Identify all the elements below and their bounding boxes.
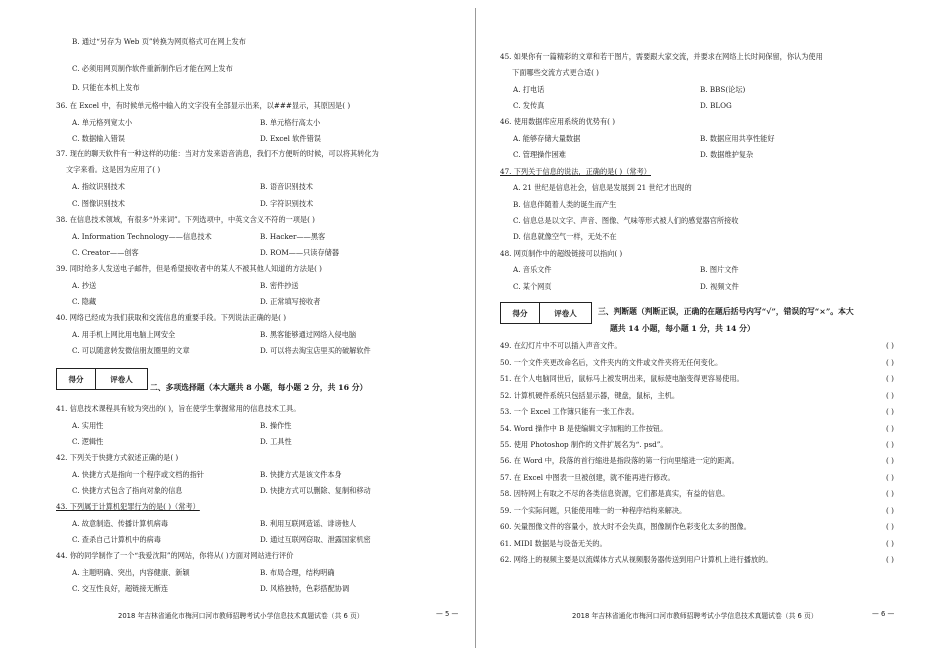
- question-text: 45. 如果你有一篇精彩的文章和若干图片，需要跟大家交流，并要求在网络上长时间保留，你认为使用: [500, 52, 823, 61]
- answer-option: A. 打电话: [513, 85, 545, 94]
- footer-title-right: 2018 年吉林省通化市梅河口河市教师招聘考试小学信息技术真题试卷（共 6 页）: [572, 612, 818, 620]
- answer-option: D. 数据维护复杂: [700, 150, 754, 159]
- question-text: 48. 网页制作中的超级链接可以指向( ): [500, 249, 623, 258]
- true-false-question: 62. 网络上的视频主要是以流媒体方式从视频服务器传送到用户计算机上进行播放的。: [500, 555, 773, 564]
- answer-option: B. Hacker——黑客: [260, 232, 326, 241]
- answer-option: C. 可以随意转发微信朋友圈里的文章: [72, 346, 190, 355]
- question-text: 文字来看。这是因为应用了( ): [66, 165, 161, 174]
- answer-blank: ( ): [886, 489, 894, 498]
- answer-blank: ( ): [886, 456, 894, 465]
- true-false-question: 61. MIDI 数据是与设备无关的。: [500, 539, 607, 548]
- section-title-true-false-cont: 题共 14 小题，每小题 1 分，共 14 分）: [610, 324, 755, 333]
- answer-option: A. 抄送: [72, 281, 97, 290]
- question-text: 44. 你的同学制作了一个“我爱沈阳”的网站，你将从( )方面对网站进行评价: [56, 551, 294, 560]
- true-false-question: 50. 一个文件夹更改命名后，文件夹内的文件或文件夹将无任何变化。: [500, 358, 723, 367]
- answer-option: C. 发传真: [513, 101, 545, 110]
- score-label: 得分: [57, 369, 96, 389]
- answer-option: B. 快捷方式是该文件本身: [260, 470, 342, 479]
- answer-option: B. 黑客能够通过网络入侵电脑: [260, 330, 357, 339]
- question-text: 40. 网络已经成为我们获取和交流信息的重要手段。下列说法正确的是( ): [56, 313, 287, 322]
- answer-option: C. 某个网页: [513, 282, 552, 291]
- answer-option: D. 视频文件: [700, 282, 739, 291]
- true-false-question: 51. 在个人电脑同世后，鼠标马上被发明出来，鼠标使电脑变得更容易使用。: [500, 374, 744, 383]
- answer-option: A. 用手机上网比用电脑上网安全: [72, 330, 176, 339]
- answer-blank: ( ): [886, 407, 894, 416]
- answer-blank: ( ): [886, 522, 894, 531]
- answer-blank: ( ): [886, 539, 894, 548]
- answer-blank: ( ): [886, 506, 894, 515]
- answer-blank: ( ): [886, 374, 894, 383]
- answer-blank: ( ): [886, 391, 894, 400]
- question-text: 36. 在 Excel 中，有时候单元格中输入的文字没有全部显示出来，以###显示，其原因是( ): [56, 101, 351, 110]
- answer-option: A. 音乐文件: [513, 265, 552, 274]
- answer-option: D. ROM——只读存储器: [260, 248, 340, 257]
- question-text: 43. 下列属于计算机犯罪行为的是( )（常考）: [56, 502, 200, 511]
- answer-option: B. 单元格行高太小: [260, 118, 321, 127]
- answer-option: B. 利用互联网造谣、诽谤他人: [260, 519, 357, 528]
- answer-option: B. 通过“另存为 Web 页”转换为网页格式可在网上发布: [72, 37, 246, 46]
- answer-option: A. 快捷方式是指向一个程序或文档的指针: [72, 470, 204, 479]
- score-box-right: [500, 302, 592, 324]
- question-text: 下面哪些交流方式更合适( ): [512, 68, 599, 77]
- answer-option: D. 快捷方式可以删除、复制和移动: [260, 486, 371, 495]
- question-text: 42. 下列关于快捷方式叙述正确的是( ): [56, 453, 179, 462]
- true-false-question: 49. 在幻灯片中不可以插入声音文件。: [500, 341, 622, 350]
- section-title-multiple-choice: 二、多项选择题（本大题共 8 小题，每小题 2 分，共 16 分）: [150, 383, 368, 392]
- answer-option: C. 信息总是以文字、声音、图像、气味等形式被人们的感觉器官所接收: [513, 216, 739, 225]
- true-false-question: 56. 在 Word 中，段落的首行缩进是指段落的第一行向里缩进一定的距离。: [500, 456, 739, 465]
- question-text: 37. 现在的聊天软件有一种这样的功能：当对方发来语音消息，我们不方便听的时候，可以将其转化为: [56, 149, 379, 158]
- answer-option: A. 故意制造、传播计算机病毒: [72, 519, 169, 528]
- answer-option: D. 信息就像空气一样，无处不在: [513, 232, 617, 241]
- answer-option: C. Creator——创客: [72, 248, 139, 257]
- answer-option: A. 实用性: [72, 421, 104, 430]
- answer-option: C. 管理操作困难: [513, 150, 566, 159]
- page-divider: [475, 8, 476, 648]
- answer-blank: ( ): [886, 440, 894, 449]
- answer-option: C. 查杀自己计算机中的病毒: [72, 535, 161, 544]
- answer-blank: ( ): [886, 341, 894, 350]
- footer-page-left: — 5 —: [436, 610, 459, 618]
- grader-label: 评卷人: [110, 374, 133, 384]
- answer-option: A. 主题明确、突出，内容健康、新颖: [72, 568, 190, 577]
- true-false-question: 58. 因特网上有取之不尽的各类信息资源，它们都是真实，有益的信息。: [500, 489, 730, 498]
- question-text: 41. 信息技术课程具有较为突出的( )，旨在使学生掌握常用的信息技术工具。: [56, 404, 301, 413]
- true-false-question: 54. Word 操作中 B 是使编辑文字加粗的工作按钮。: [500, 424, 668, 433]
- footer-title-left: 2018 年吉林省通化市梅河口河市教师招聘考试小学信息技术真题试卷（共 6 页）: [118, 612, 364, 620]
- answer-option: A. Information Technology——信息技术: [72, 232, 212, 241]
- question-text: 38. 在信息技术领域，有很多“外来词”。下列选项中，中英文含义不符的一项是( ): [56, 215, 315, 224]
- score-box-left: [56, 368, 148, 390]
- true-false-question: 52. 计算机硬件系统只包括显示器，键盘，鼠标，主机。: [500, 391, 680, 400]
- answer-blank: ( ): [886, 358, 894, 367]
- answer-option: C. 图像识别技术: [72, 199, 125, 208]
- grader-label: 评卷人: [554, 308, 577, 318]
- answer-option: B. 操作性: [260, 421, 292, 430]
- answer-blank: ( ): [886, 555, 894, 564]
- answer-option: D. 字符识别技术: [260, 199, 314, 208]
- question-text: 39. 同时给多人发送电子邮件，但是希望接收者中的某人不被其他人知道的方法是( ): [56, 264, 322, 273]
- answer-option: D. BLOG: [700, 101, 732, 110]
- answer-option: B. 信息伴随着人类的诞生而产生: [513, 200, 617, 209]
- answer-option: B. 语音识别技术: [260, 182, 313, 191]
- answer-option: B. 图片文件: [700, 265, 739, 274]
- answer-option: A. 单元格列宽太小: [72, 118, 133, 127]
- answer-blank: ( ): [886, 473, 894, 482]
- answer-option: C. 数据输入错误: [72, 134, 125, 143]
- answer-option: D. 只能在本机上发布: [72, 83, 140, 92]
- question-text: 46. 使用数据库应用系统的优势有( ): [500, 117, 616, 126]
- answer-option: C. 快捷方式包含了指向对象的信息: [72, 486, 183, 495]
- answer-option: D. 通过互联网窃取、泄露国家机密: [260, 535, 371, 544]
- answer-option: A. 指纹识别技术: [72, 182, 125, 191]
- answer-option: D. Excel 软件错误: [260, 134, 321, 143]
- answer-blank: ( ): [886, 424, 894, 433]
- true-false-question: 55. 使用 Photoshop 制作的文件扩展名为“. psd”。: [500, 440, 668, 449]
- true-false-question: 59. 一个实际问题，只能使用唯一的一种程序结构来解决。: [500, 506, 687, 515]
- true-false-question: 57. 在 Excel 中图表一旦被创建，就不能再进行修改。: [500, 473, 675, 482]
- answer-option: A. 能够存储大量数据: [513, 134, 581, 143]
- answer-option: D. 风格独特，色彩搭配协调: [260, 584, 350, 593]
- answer-option: B. 密件抄送: [260, 281, 299, 290]
- footer-page-right: — 6 —: [872, 610, 895, 618]
- answer-option: D. 正常填写接收者: [260, 297, 321, 306]
- true-false-question: 60. 矢量图像文件的容量小，放大时不会失真，图像制作色彩变化太多的图像。: [500, 522, 751, 531]
- answer-option: B. 布局合理，结构明确: [260, 568, 335, 577]
- answer-option: D. 可以将去淘宝店里买的破解软件: [260, 346, 371, 355]
- true-false-question: 53. 一个 Excel 工作簿只能有一张工作表。: [500, 407, 639, 416]
- answer-option: D. 工具性: [260, 437, 292, 446]
- answer-option: C. 交互性良好，超链接无断连: [72, 584, 169, 593]
- answer-option: C. 必须用网页制作软件重新制作后才能在网上发布: [72, 64, 233, 73]
- answer-option: B. 数据应用共享性能好: [700, 134, 775, 143]
- answer-option: C. 隐藏: [72, 297, 97, 306]
- section-title-true-false: 三、判断题（判断正误，正确的在题后括号内写“√”，错误的写“×”。本大: [598, 307, 854, 316]
- score-label: 得分: [501, 303, 540, 323]
- question-text: 47. 下列关于信息的说法，正确的是( )（常考）: [500, 167, 651, 176]
- answer-option: A. 21 世纪是信息社会，信息是发展到 21 世纪才出现的: [513, 183, 692, 192]
- answer-option: C. 逻辑性: [72, 437, 104, 446]
- answer-option: B. BBS(论坛): [700, 85, 746, 94]
